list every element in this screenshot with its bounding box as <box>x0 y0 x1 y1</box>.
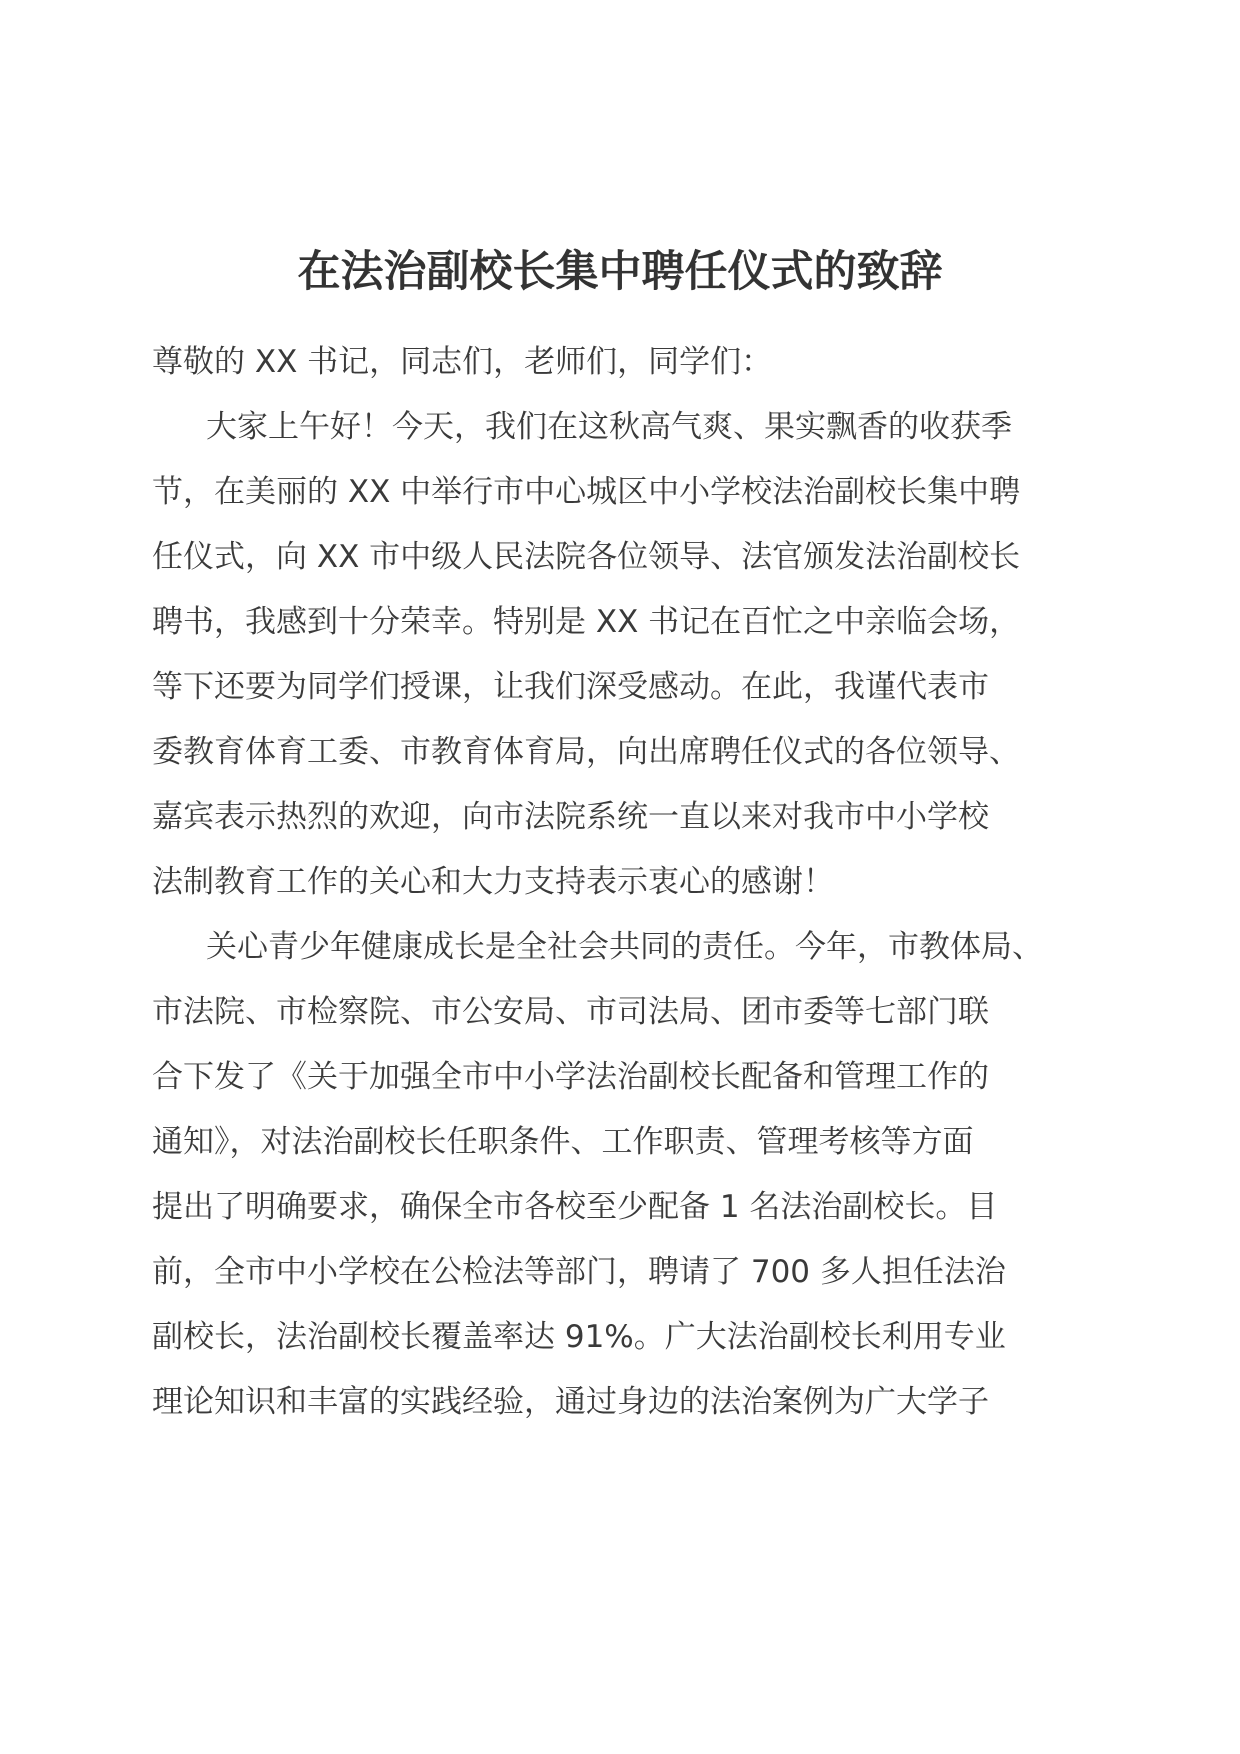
paragraph-line: 法制教育工作的关心和大力支持表示衷心的感谢！ <box>152 864 834 900</box>
paragraph-1 <box>152 403 1092 923</box>
paragraph-line: 嘉宾表示热烈的欢迎，向市法院系统一直以来对我市中小学校 <box>152 799 989 835</box>
paragraph-line: 市法院、市检察院、市公安局、市司法局、团市委等七部门联 <box>152 994 989 1030</box>
paragraph-line: 节，在美丽的 XX 中举行市中心城区中小学校法治副校长集中聘 <box>152 474 1021 510</box>
paragraph-line: 提出了明确要求，确保全市各校至少配备 1 名法治副校长。目 <box>152 1189 998 1225</box>
document-title: 在法治副校长集中聘任仪式的致辞 <box>297 247 943 297</box>
paragraph-line: 关心青少年健康成长是全社会共同的责任。今年，市教体局、 <box>206 929 1043 965</box>
paragraph-line: 等下还要为同学们授课，让我们深受感动。在此，我谨代表市 <box>152 669 989 705</box>
salutation: 尊敬的 XX 书记，同志们，老师们，同学们： <box>152 344 773 380</box>
paragraph-line: 合下发了《关于加强全市中小学法治副校长配备和管理工作的 <box>152 1059 989 1095</box>
paragraph-line: 理论知识和丰富的实践经验，通过身边的法治案例为广大学子 <box>152 1384 989 1420</box>
paragraph-2 <box>152 923 1092 1443</box>
paragraph-line: 副校长，法治副校长覆盖率达 91%。广大法治副校长利用专业 <box>152 1319 1006 1355</box>
paragraph-line: 前，全市中小学校在公检法等部门，聘请了 700 多人担任法治 <box>152 1254 1006 1290</box>
paragraph-line: 委教育体育工委、市教育体育局，向出席聘任仪式的各位领导、 <box>152 734 1020 770</box>
document-body <box>152 338 1092 1443</box>
paragraph-line: 聘书，我感到十分荣幸。特别是 XX 书记在百忙之中亲临会场， <box>152 604 1021 640</box>
paragraph-line: 任仪式，向 XX 市中级人民法院各位领导、法官颁发法治副校长 <box>152 539 1021 575</box>
paragraph-line: 大家上午好！今天，我们在这秋高气爽、果实飘香的收获季 <box>206 409 1012 445</box>
paragraph-line: 通知》，对法治副校长任职条件、工作职责、管理考核等方面 <box>152 1124 974 1160</box>
